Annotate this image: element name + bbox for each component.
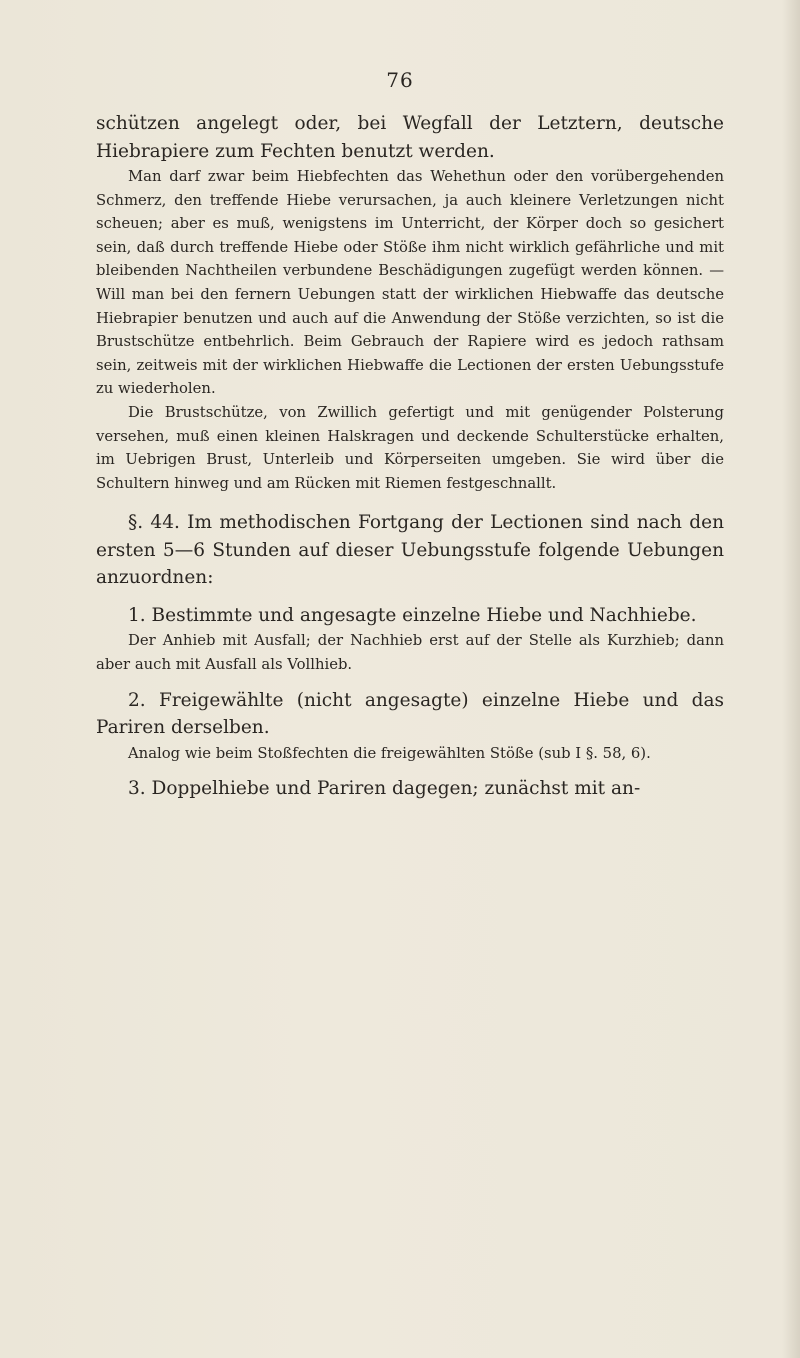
page-edge-shadow <box>782 0 800 1358</box>
section-44-heading: §. 44. Im methodischen Fortgang der Lectionen sind nach den ersten 5—6 Stunden auf dieser Uebungsstufe folgende Uebungen anzuordnen: <box>96 512 724 589</box>
paragraph-safety: Man darf zwar beim Hiebfechten das Wehethun oder den vorübergehenden Schmerz, den treffende Hiebe verursachen, ja auch kleinere Verletzungen nicht scheuen; aber es muß, wenigstens im Unterricht, der Körper doch so gesichert sein, daß durch treffende Hiebe oder Stöße ihm nicht wirklich gefährliche und mit bleibenden Nachtheilen verbundene Beschädigungen zugefügt werden können. — Will man bei den fernern Uebungen statt der wirklichen Hiebwaffe das deutsche Hiebrapier benutzen und auch auf die Anwendung der Stöße verzichten, so ist die Brustschütze entbehrlich. Beim Gebrauch der Rapiere wird es jedoch rathsam sein, zeitweis mit der wirklichen Hiebwaffe die Lectionen der ersten Uebungsstufe zu wiederholen. <box>96 168 724 398</box>
list-item-1: 1. Bestimmte und angesagte einzelne Hiebe und Nachhiebe. <box>128 604 697 626</box>
paragraph-brustschuetze: Die Brustschütze, von Zwillich gefertigt und mit genügender Polsterung versehen, muß einen kleinen Halskragen und deckende Schulterstücke erhalten, im Uebrigen Brust, Unterleib und Körperseiten umgeben. Sie wird über die Schultern hinweg und am Rücken mit Riemen festgeschnallt. <box>96 403 724 492</box>
page-body <box>96 110 724 803</box>
paragraph-continuation: schützen angelegt oder, bei Wegfall der Letztern, deutsche Hiebrapiere zum Fechten benutzt werden. <box>96 113 724 162</box>
list-item-2-note: Analog wie beim Stoßfechten die freigewählten Stöße (sub I §. 58, 6). <box>128 744 651 762</box>
list-item-2: 2. Freigewählte (nicht angesagte) einzelne Hiebe und das Pariren derselben. <box>96 689 724 738</box>
list-item-1-note: Der Anhieb mit Ausfall; der Nachhieb erst auf der Stelle als Kurzhieb; dann aber auch mit Ausfall als Vollhieb. <box>96 632 724 673</box>
page-number: 76 <box>386 68 414 92</box>
list-item-3: 3. Doppelhiebe und Pariren dagegen; zunächst mit an- <box>128 778 641 800</box>
